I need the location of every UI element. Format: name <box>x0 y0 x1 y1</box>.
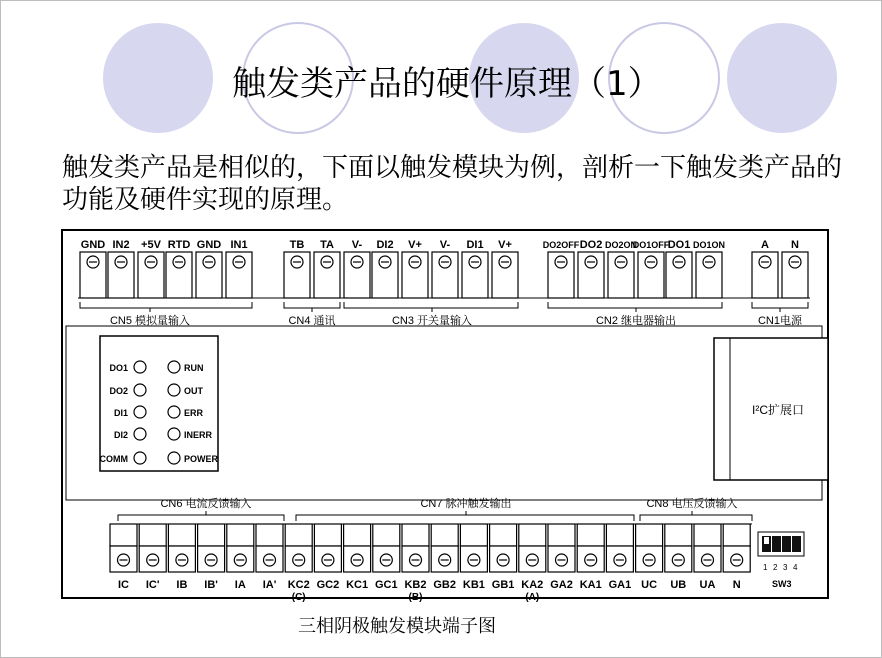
terminal-label: IN2 <box>112 239 130 251</box>
terminal-label: UA <box>699 579 716 591</box>
led-label: ERR <box>184 408 204 418</box>
phase-sublabel: (B) <box>408 592 423 603</box>
terminal-label: V+ <box>408 239 422 251</box>
figure-caption: 三相阴极触发模块端子图 <box>298 616 496 637</box>
led-indicator <box>134 452 146 464</box>
led-label: DI2 <box>113 430 128 440</box>
terminal-label: KB2 <box>404 579 427 591</box>
terminal-label: N <box>791 239 799 251</box>
terminal-label: GND <box>196 239 222 251</box>
dip-number: 2 <box>773 563 778 572</box>
led-indicator <box>134 406 146 418</box>
terminal-label: GC1 <box>374 579 398 591</box>
terminal-label: DO1 <box>667 239 691 251</box>
top-group-label: CN4 通讯 <box>288 315 336 327</box>
terminal-label: DO2 <box>579 239 603 251</box>
led-label: DO2 <box>109 386 128 396</box>
slide-title: 触发类产品的硬件原理（1） <box>232 64 662 104</box>
bottom-group-label: CN8 电压反馈输入 <box>646 498 738 510</box>
terminal-label: IB <box>176 579 188 591</box>
led-indicator <box>134 361 146 373</box>
led-label: COMM <box>99 454 128 464</box>
terminal-label: TB <box>289 239 305 251</box>
led-indicator <box>168 406 180 418</box>
terminal-label: GB1 <box>491 579 515 591</box>
led-label: DI1 <box>113 408 128 418</box>
led-indicator <box>168 452 180 464</box>
led-label: DO1 <box>109 363 128 373</box>
terminal-label: DO2ON <box>604 240 638 250</box>
terminal-label: DO2OFF <box>542 240 580 250</box>
expansion-port-label: I²C扩展口 <box>752 403 804 417</box>
dip-switch-label: SW3 <box>772 579 792 589</box>
terminal-label: DO1ON <box>692 240 726 250</box>
terminal-label: KB1 <box>462 579 485 591</box>
terminal-label: GA2 <box>550 579 573 591</box>
terminal-label: IA' <box>262 579 277 591</box>
led-indicator <box>168 384 180 396</box>
terminal-label: IN1 <box>230 239 248 251</box>
bottom-group-label: CN6 电流反馈输入 <box>160 498 252 510</box>
terminal-label: IA <box>234 579 246 591</box>
led-label: POWER <box>184 454 219 464</box>
top-group-label: CN3 开关量输入 <box>391 315 473 327</box>
led-label: RUN <box>184 363 204 373</box>
terminal-label: UB <box>670 579 687 591</box>
bottom-group-label: CN7 脉冲触发输出 <box>420 498 512 510</box>
terminal-label: GC2 <box>316 579 340 591</box>
terminal-label: RTD <box>167 239 191 251</box>
top-group-label: CN5 模拟量输入 <box>109 315 191 327</box>
terminal-label: KA1 <box>579 579 602 591</box>
terminal-label: N <box>732 579 741 591</box>
top-group-label: CN2 继电器输出 <box>595 315 677 327</box>
terminal-label: TA <box>320 239 334 251</box>
phase-sublabel: (C) <box>291 592 306 603</box>
terminal-label: GB2 <box>433 579 457 591</box>
led-label: INERR <box>184 430 213 440</box>
terminal-label: UC <box>641 579 658 591</box>
terminal-label: +5V <box>141 239 161 251</box>
led-indicator <box>168 361 180 373</box>
top-group-label: CN1电源 <box>757 315 803 327</box>
led-label: OUT <box>184 386 203 396</box>
terminal-label: V- <box>439 239 451 251</box>
led-indicator <box>134 428 146 440</box>
terminal-label: A <box>761 239 769 251</box>
slide-body-text: 触发类产品是相似的，下面以触发模块为例，剖析一下触发类产品的功能及硬件实现的原理。 <box>62 153 843 215</box>
terminal-label: KC1 <box>346 579 369 591</box>
dip-number: 1 <box>763 563 768 572</box>
led-indicator <box>168 428 180 440</box>
led-indicator <box>134 384 146 396</box>
terminal-label: IC <box>118 579 129 591</box>
terminal-label: GA1 <box>608 579 632 591</box>
top-terminal-block <box>78 239 810 298</box>
terminal-label: KC2 <box>287 579 310 591</box>
dip-number: 4 <box>793 563 798 572</box>
terminal-label: DI2 <box>376 239 394 251</box>
terminal-label: IB' <box>204 579 218 591</box>
dip-number: 3 <box>783 563 788 572</box>
led-panel <box>100 336 218 471</box>
terminal-label: DI1 <box>466 239 484 251</box>
terminal-label: DO1OFF <box>632 240 670 250</box>
terminal-label: V- <box>351 239 363 251</box>
terminal-label: KA2 <box>521 579 544 591</box>
terminal-label: IC' <box>145 579 160 591</box>
terminal-label: V+ <box>498 239 512 251</box>
phase-sublabel: (A) <box>525 592 540 603</box>
terminal-label: GND <box>80 239 106 251</box>
